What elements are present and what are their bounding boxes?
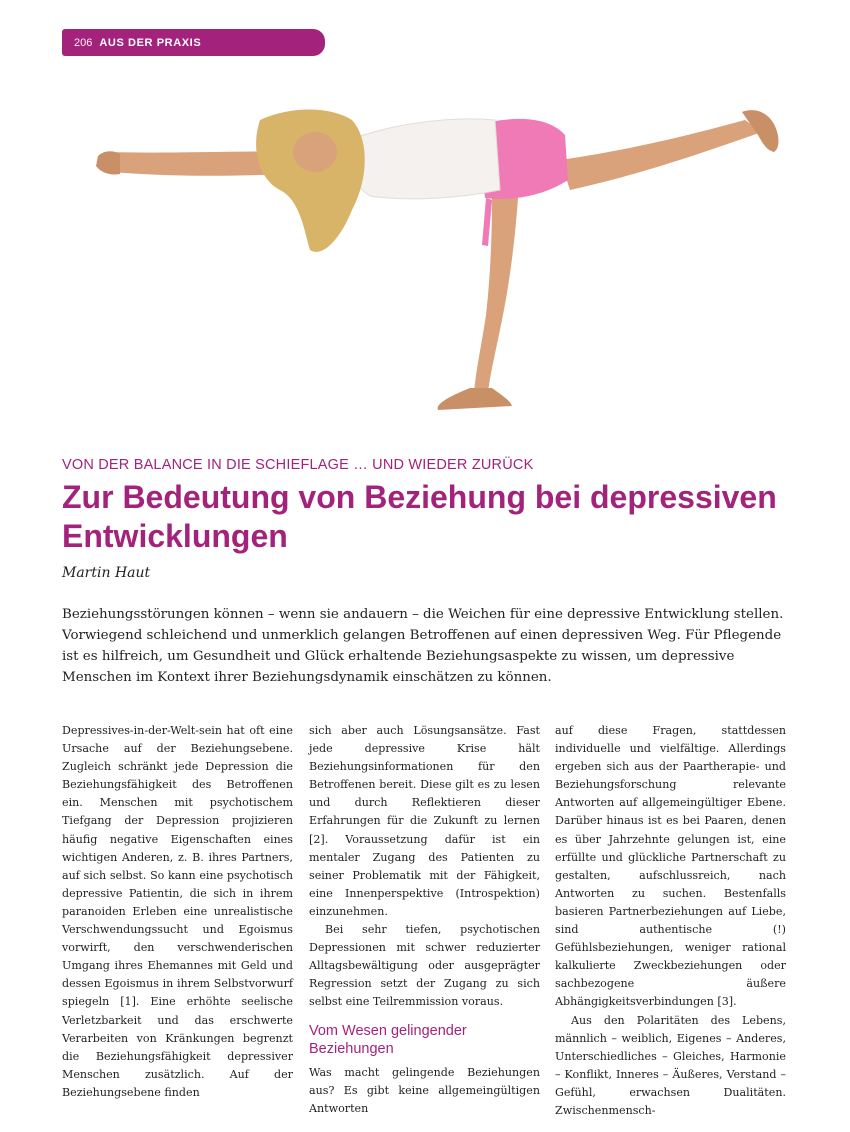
body-paragraph: Bei sehr tiefen, psychotischen Depressionen mit schwer reduzierter Alltagsbewältigung oder ausgeprägter Regression setzt der Zugang zu sich selbst eine Teilremmission voraus. [309,923,540,1009]
body-paragraph: Was macht gelingende Beziehungen aus? Es gibt keine allgemeingültigen Antworten [309,1065,540,1115]
section-header-bar [62,29,325,56]
article-author: Martin Haut [62,565,151,581]
section-label: AUS DER PRAXIS [99,36,202,49]
body-paragraph: Depressives-in-der-Welt-sein hat oft eine Ursache auf der Beziehungsebene. Zugleich schränkt jede Depression die Beziehungsfähigkeit des Betroffenen ein. Menschen mit psychotischem Tiefgang der Depression projizieren häufig negative Eigenschaften eines wichtigen Anderen, z. B. ihres Partners, auf sich selbst. So kann eine psychotisch depressive Patientin, die sich in ihrem paranoiden Erleben eine unrealistische Verschwendungssucht und Egoismus vorwirft, den verschwenderischen Umgang ihres Ehemannes mit Geld und dessen Egoismus in ihrem Selbstvorwurf spiegeln [1]. Eine erhöhte seelische Verletzbarkeit und das erschwerte Verarbeiten von Kränkungen begrenzt die Beziehungsfähigkeit depressiver Menschen zusätzlich. Auf der Beziehungsebene finden [62,724,293,1099]
body-paragraph: auf diese Fragen, stattdessen individuelle und vielfältige. Allerdings ergeben sich aus der Paartherapie- und Beziehungsforschung relevante Antworten auf allgemeingültiger Ebene. Darüber hinaus ist es bei Paaren, denen es über Jahrzehnte gelungen ist, eine erfüllte und glückliche Partnerschaft zu gestalten, aufschlussreich, nach Antworten zu suchen. Bestenfalls basieren Partnerbeziehungen auf Liebe, sind authentische (!) Gefühlsbeziehungen, weniger rational kalkulierte Zweckbeziehungen oder sachbezogene äußere Abhängigkeitsverbindungen [3]. [555,724,786,1009]
article-lead: Beziehungsstörungen können – wenn sie andauern – die Weichen für eine depressive Entwicklung stellen. Vorwiegend schleichend und unmerklich gelangen Betroffenen auf einen depressiven Weg. Für Pflegende ist es hilfreich, um Gesundheit und Glück erhaltende Beziehungsaspekte zu wissen, um depressive Menschen im Kontext ihrer Beziehungsdynamik einschätzen zu können. [62,607,784,685]
body-column-3 [555,722,786,1120]
body-paragraph: sich aber auch Lösungsansätze. Fast jede depressive Krise hält Beziehungsinformationen für den Betroffenen bereit. Diese gilt es zu lesen und durch Reflektieren dieser Erfahrungen für die Zukunft zu lernen [2]. Voraussetzung dafür ist ein mentaler Zugang des Patienten zu seiner Problematik mit der Fähigkeit, eine Innenperspektive (Introspektion) einzunehmen. [309,724,540,918]
article-title: Zur Bedeutung von Beziehung bei depressiven Entwicklungen [62,479,777,554]
section-subheading: Vom Wesen gelingender Beziehungen [309,1022,467,1057]
article-kicker: VON DER BALANCE IN DIE SCHIEFLAGE … UND WIEDER ZURÜCK [62,457,534,473]
page-number: 206 [74,36,93,49]
body-column-2 [309,722,540,1118]
yoga-balance-photo [90,80,790,420]
body-paragraph: Aus den Polaritäten des Lebens, männlich – weiblich, Eigenes – Anderes, Unterschiedliches – Gleiches, Harmonie – Konflikt, Inneres – Äußeres, Verstand – Gefühl, erwachsen Dualitäten. Zwischenmensch- [555,1013,786,1117]
body-column-1 [62,722,293,1102]
